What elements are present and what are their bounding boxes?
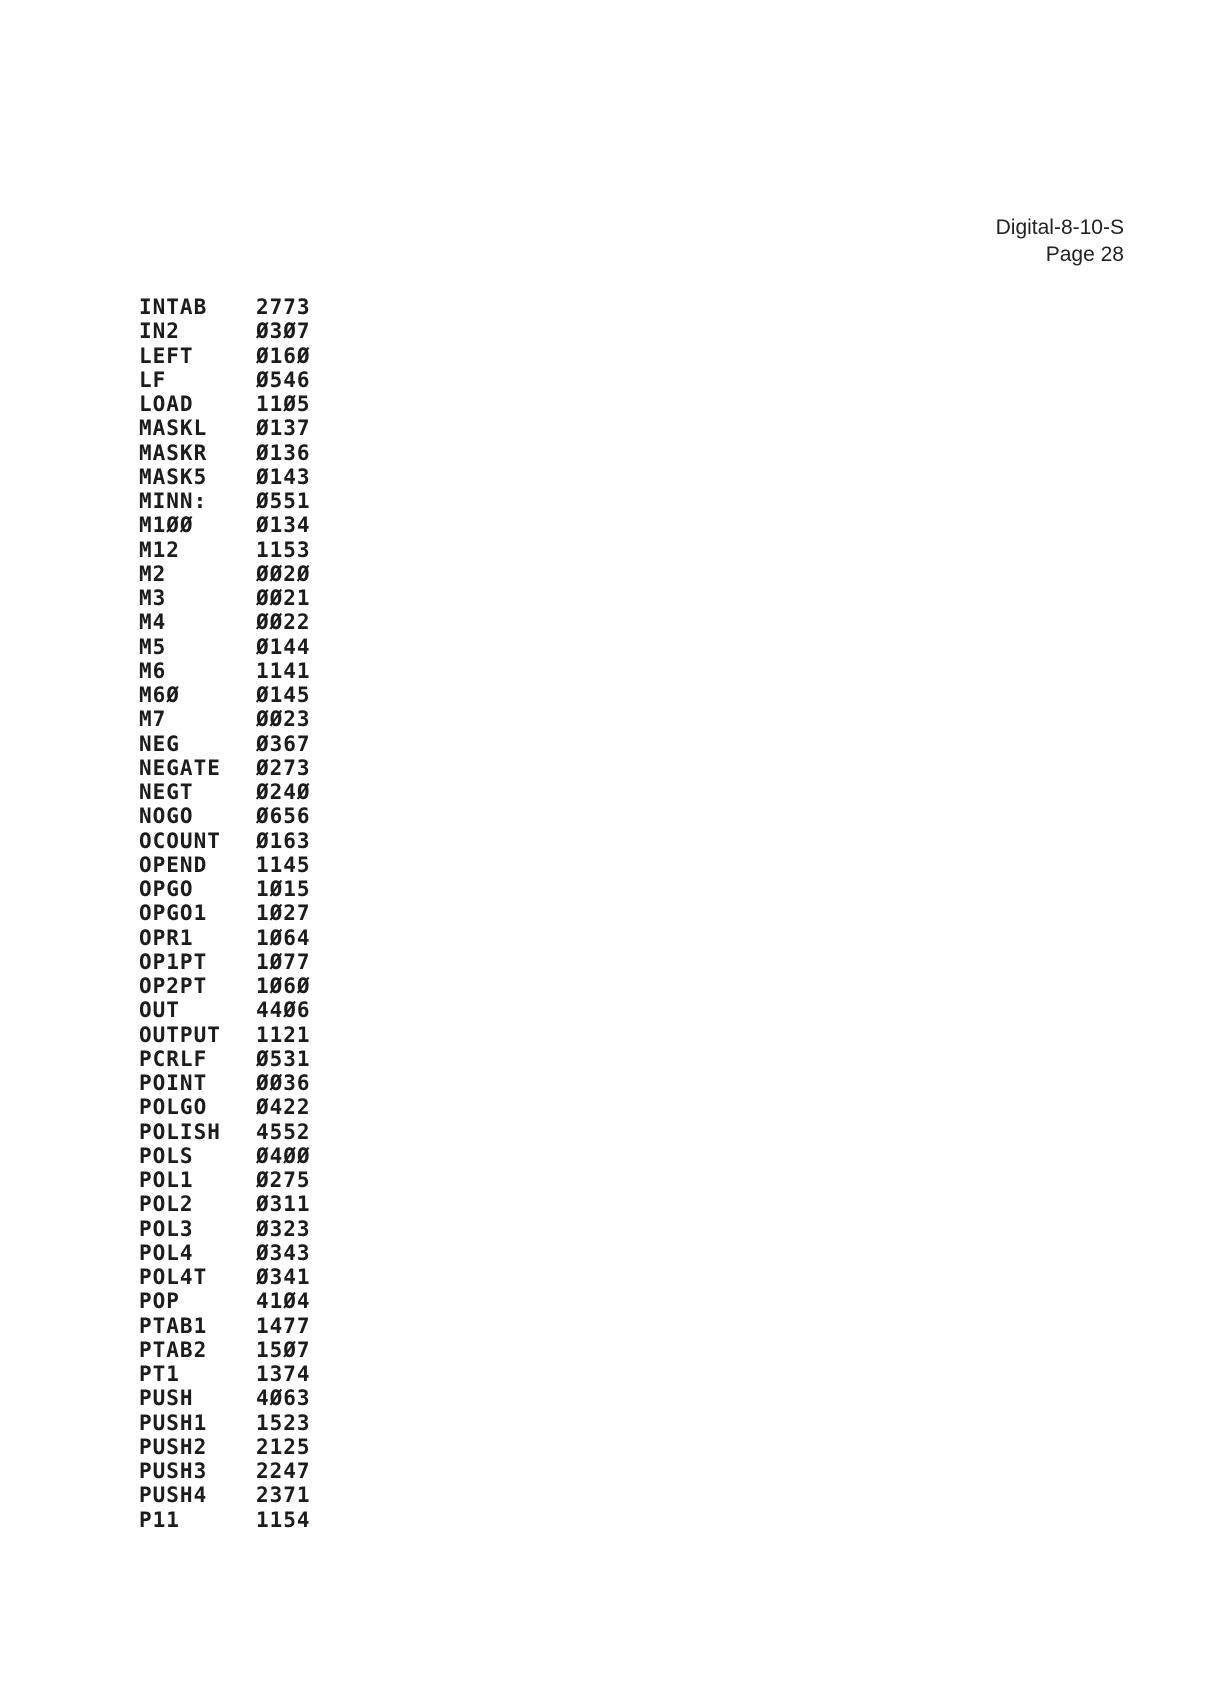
symbol-row <box>139 804 336 828</box>
symbol-address: Ø3Ø7 <box>256 319 311 344</box>
symbol-row <box>139 926 336 950</box>
symbol-address: ØØ2Ø <box>256 561 311 586</box>
symbol-address: Ø531 <box>256 1046 311 1071</box>
symbol-row <box>139 392 336 416</box>
symbol-row <box>139 513 336 537</box>
symbol-address: 1374 <box>256 1362 311 1386</box>
symbol-name: POL3 <box>139 1216 194 1241</box>
symbol-address: 1523 <box>256 1410 311 1435</box>
symbol-row <box>139 441 336 465</box>
symbol-address: Ø311 <box>256 1192 311 1217</box>
symbol-address: 1145 <box>256 852 311 877</box>
symbol-address: ØØ23 <box>256 707 311 732</box>
symbol-row <box>139 829 336 853</box>
symbol-name: M1ØØ <box>139 513 194 538</box>
symbol-address: Ø145 <box>256 683 311 707</box>
symbol-name: PUSH4 <box>139 1483 208 1508</box>
symbol-row <box>139 707 336 731</box>
symbol-row <box>139 974 336 998</box>
symbol-address: Ø24Ø <box>256 780 311 804</box>
symbol-name: NOGO <box>139 804 194 829</box>
symbol-address: Ø143 <box>256 464 311 489</box>
symbol-row <box>139 1120 336 1144</box>
symbol-row <box>139 610 336 634</box>
symbol-address: Ø422 <box>256 1095 311 1120</box>
symbol-row <box>139 877 336 901</box>
symbol-name: OPGO <box>139 877 194 901</box>
page-number: Page 28 <box>1045 243 1124 266</box>
symbol-address: Ø323 <box>256 1216 311 1241</box>
symbol-name: PTAB1 <box>139 1313 208 1338</box>
symbol-name: MASK5 <box>139 464 208 489</box>
symbol-name: PUSH3 <box>139 1459 208 1483</box>
symbol-address: Ø343 <box>256 1240 311 1265</box>
symbol-name: MINN: <box>139 489 208 513</box>
symbol-row <box>139 1508 336 1532</box>
symbol-address: 1153 <box>256 537 311 562</box>
symbol-row <box>139 683 336 707</box>
symbol-address: Ø367 <box>256 731 311 756</box>
symbol-name: M4 <box>139 610 167 635</box>
symbol-row <box>139 295 336 319</box>
symbol-address: 1Ø27 <box>256 901 311 926</box>
symbol-address: 11Ø5 <box>256 392 311 416</box>
symbol-address: Ø136 <box>256 440 311 465</box>
page-header <box>996 214 1124 268</box>
symbol-name: M7 <box>139 707 167 732</box>
symbol-row <box>139 1459 336 1483</box>
symbol-row <box>139 950 336 974</box>
symbol-address: 1Ø15 <box>256 877 311 901</box>
symbol-row <box>139 1071 336 1095</box>
symbol-name: MASKR <box>139 440 208 465</box>
symbol-row <box>139 538 336 562</box>
symbol-row <box>139 998 336 1022</box>
symbol-row <box>139 1168 336 1192</box>
symbol-name: OCOUNT <box>139 828 221 853</box>
symbol-name: OPR1 <box>139 925 194 950</box>
symbol-name: PUSH1 <box>139 1410 208 1435</box>
symbol-row <box>139 1241 336 1265</box>
symbol-name: POL2 <box>139 1192 194 1217</box>
symbol-address: Ø144 <box>256 634 311 659</box>
symbol-name: NEG <box>139 731 180 756</box>
symbol-address: 4552 <box>256 1119 311 1144</box>
symbol-name: M5 <box>139 634 167 659</box>
symbol-row <box>139 1338 336 1362</box>
symbol-row <box>139 1386 336 1410</box>
symbol-address: 2773 <box>256 295 311 319</box>
symbol-name: OP1PT <box>139 949 208 974</box>
symbol-address: 2125 <box>256 1434 311 1459</box>
symbol-name: M6 <box>139 658 167 683</box>
symbol-address: Ø275 <box>256 1168 311 1192</box>
symbol-address: 41Ø4 <box>256 1289 311 1314</box>
symbol-name: P11 <box>139 1507 180 1532</box>
symbol-address: 4Ø63 <box>256 1386 311 1411</box>
symbol-row <box>139 416 336 440</box>
symbol-name: LEFT <box>139 343 194 368</box>
symbol-name: M2 <box>139 561 167 586</box>
symbol-name: POLISH <box>139 1119 221 1144</box>
symbol-row <box>139 1411 336 1435</box>
symbol-row <box>139 635 336 659</box>
symbol-name: POL4 <box>139 1240 194 1265</box>
symbol-address: 1477 <box>256 1313 311 1338</box>
symbol-name: M12 <box>139 537 180 562</box>
symbol-name: PUSH2 <box>139 1434 208 1459</box>
symbol-row <box>139 562 336 586</box>
symbol-table <box>139 295 336 1532</box>
symbol-name: POP <box>139 1289 180 1314</box>
symbol-name: M6Ø <box>139 683 180 707</box>
symbol-address: 1121 <box>256 1022 311 1047</box>
symbol-name: POLGO <box>139 1095 208 1120</box>
symbol-row <box>139 1217 336 1241</box>
symbol-row <box>139 1314 336 1338</box>
symbol-name: LF <box>139 367 167 392</box>
symbol-name: POLS <box>139 1143 194 1168</box>
symbol-row <box>139 1289 336 1313</box>
symbol-name: PT1 <box>139 1362 180 1386</box>
symbol-row <box>139 732 336 756</box>
symbol-name: INTAB <box>139 295 208 319</box>
symbol-row <box>139 489 336 513</box>
symbol-address: ØØ36 <box>256 1071 311 1095</box>
symbol-name: IN2 <box>139 319 180 344</box>
symbol-row <box>139 368 336 392</box>
symbol-address: 44Ø6 <box>256 998 311 1023</box>
symbol-row <box>139 853 336 877</box>
symbol-name: OPGO1 <box>139 901 208 926</box>
symbol-address: 2247 <box>256 1459 311 1483</box>
symbol-name: OPEND <box>139 852 208 877</box>
symbol-name: OUTPUT <box>139 1022 221 1047</box>
symbol-name: POINT <box>139 1071 208 1095</box>
symbol-address: Ø656 <box>256 804 311 829</box>
symbol-row <box>139 586 336 610</box>
symbol-address: Ø546 <box>256 367 311 392</box>
symbol-address: Ø134 <box>256 513 311 538</box>
symbol-address: 2371 <box>256 1483 311 1508</box>
symbol-row <box>139 1047 336 1071</box>
symbol-row <box>139 344 336 368</box>
symbol-address: 1154 <box>256 1507 311 1532</box>
symbol-row <box>139 901 336 925</box>
symbol-address: Ø273 <box>256 755 311 780</box>
symbol-name: OP2PT <box>139 974 208 998</box>
symbol-row <box>139 1362 336 1386</box>
symbol-name: NEGT <box>139 780 194 804</box>
document-id: Digital-8-10-S <box>995 216 1124 239</box>
symbol-row <box>139 1192 336 1216</box>
symbol-address: 1Ø77 <box>256 949 311 974</box>
symbol-row <box>139 465 336 489</box>
symbol-address: Ø163 <box>256 828 311 853</box>
symbol-address: 1141 <box>256 658 311 683</box>
symbol-address: Ø4ØØ <box>256 1143 311 1168</box>
symbol-row <box>139 659 336 683</box>
symbol-address: ØØ22 <box>256 610 311 635</box>
symbol-row <box>139 319 336 343</box>
symbol-name: PUSH <box>139 1386 194 1411</box>
symbol-name: PCRLF <box>139 1046 208 1071</box>
symbol-row <box>139 1023 336 1047</box>
symbol-name: M3 <box>139 586 167 610</box>
symbol-row <box>139 756 336 780</box>
symbol-address: 15Ø7 <box>256 1337 311 1362</box>
symbol-row <box>139 780 336 804</box>
symbol-address: ØØ21 <box>256 586 311 610</box>
symbol-name: OUT <box>139 998 180 1023</box>
symbol-row <box>139 1095 336 1119</box>
symbol-row <box>139 1144 336 1168</box>
symbol-row <box>139 1265 336 1289</box>
symbol-name: LOAD <box>139 392 194 416</box>
symbol-row <box>139 1483 336 1507</box>
symbol-address: Ø551 <box>256 489 311 513</box>
symbol-name: POL1 <box>139 1168 194 1192</box>
symbol-name: PTAB2 <box>139 1337 208 1362</box>
symbol-name: POL4T <box>139 1265 208 1289</box>
symbol-name: NEGATE <box>139 755 221 780</box>
symbol-row <box>139 1435 336 1459</box>
symbol-address: 1Ø6Ø <box>256 974 311 998</box>
symbol-name: MASKL <box>139 416 208 441</box>
symbol-address: Ø137 <box>256 416 311 441</box>
symbol-address: Ø16Ø <box>256 343 311 368</box>
symbol-address: Ø341 <box>256 1265 311 1289</box>
symbol-address: 1Ø64 <box>256 925 311 950</box>
